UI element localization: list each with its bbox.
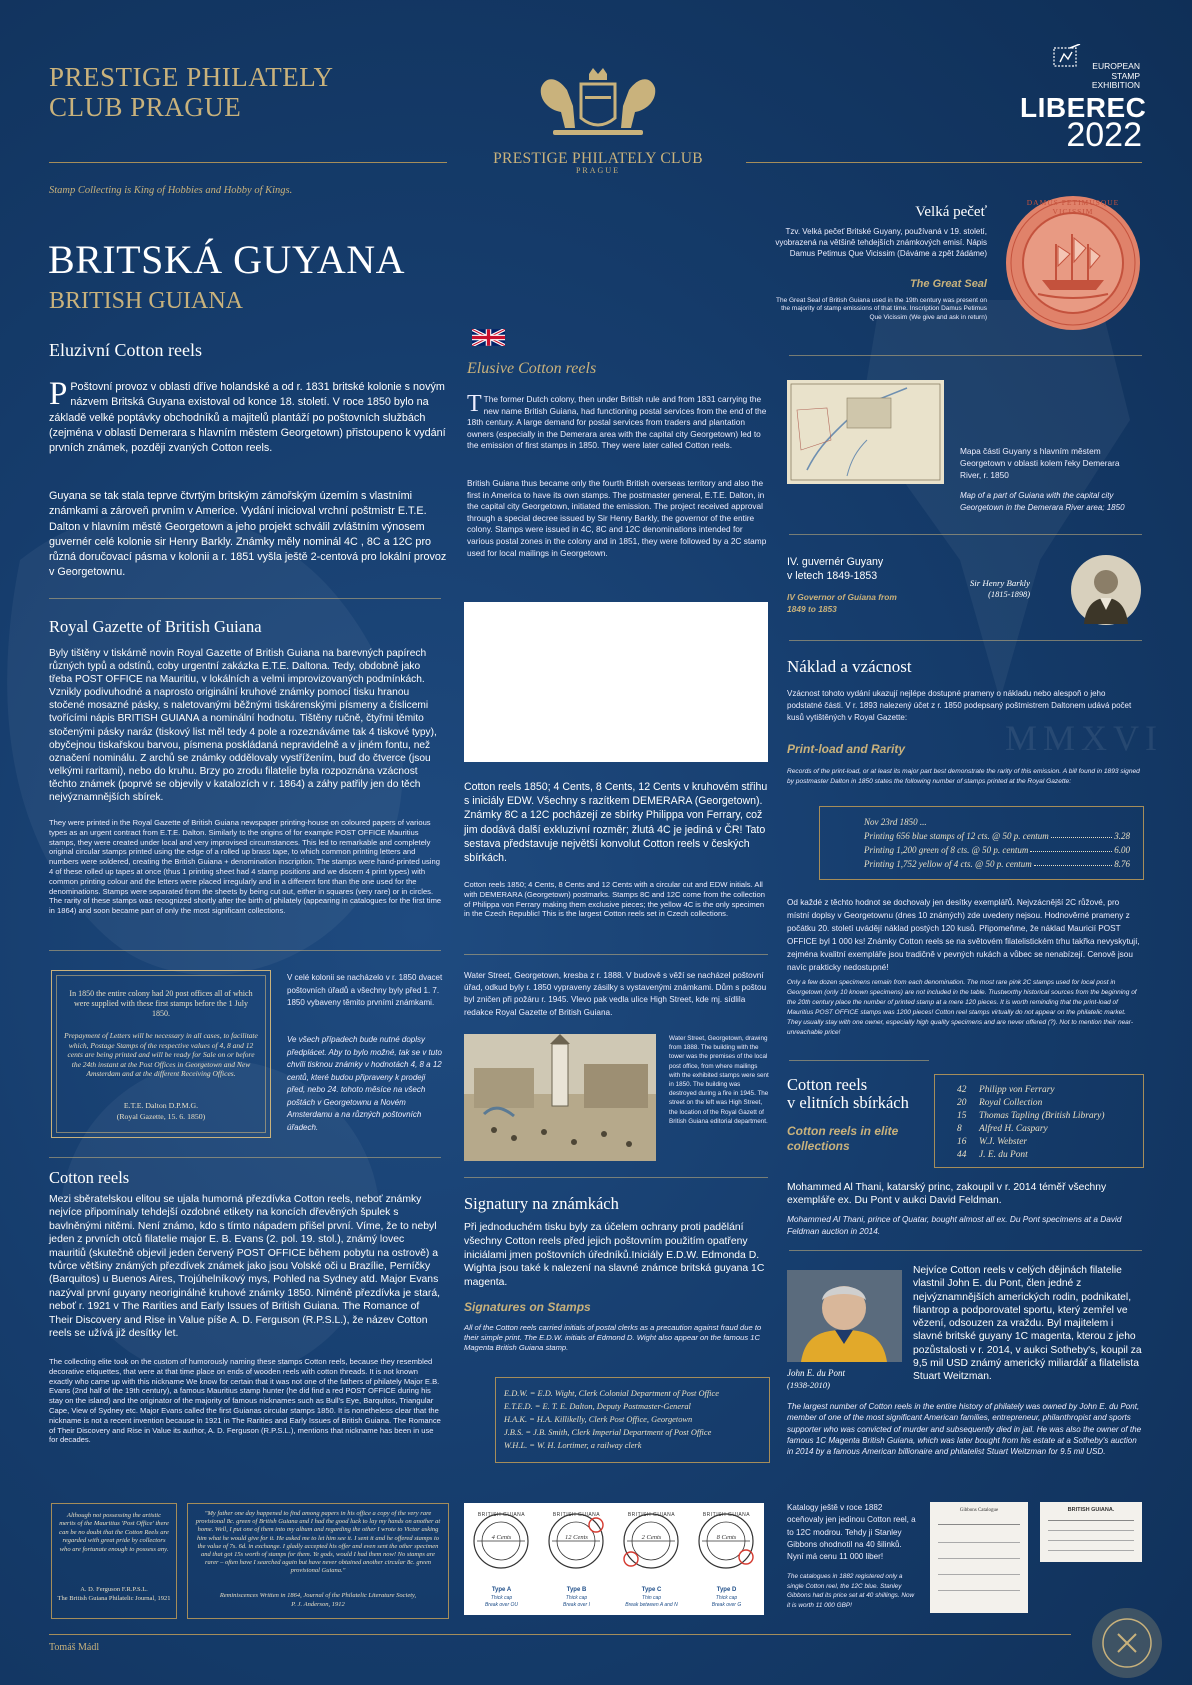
governor-years: (1815-1898)	[988, 590, 1030, 599]
header-divider-right	[746, 162, 1142, 163]
elite-count: 42	[957, 1085, 967, 1095]
print-type-d-note: Thick cap	[715, 1595, 738, 1601]
print-type-b-value: 12 Cents	[565, 1534, 588, 1541]
street-caption-en: Water Street, Georgetown, drawing from 1888. The building with the tower was the premises of the local post office, from where mailings with the exhibited stamps were sent in 1850. The building was destroyed during a fire in 1945. The street on the left was High Street, the location of the Royal Gazett of British Guiana editorial department.	[669, 1035, 769, 1125]
quote-1-source-1: A. D. Ferguson F.R.P.S.L.	[80, 1586, 148, 1593]
elite-count: 8	[957, 1124, 962, 1134]
notice-cz-2: Ve všech případech bude nutné doplsy předplácet. Aby to bylo možné, tak se v tuto chvíli tisknou známky v hodnotách 4, 8 a 12 centů, které budou připraveny k prodeji před, nebo 24. tohoto měsíce na všech poštách v Georgetownu a Novém Amsterdamu a na různých poštovních úřadech.	[287, 1035, 442, 1132]
section-heading-print-load: Náklad a vzácnost	[787, 657, 912, 676]
expo-line-1: EUROPEAN	[1092, 61, 1140, 71]
print-load-en-heading: Print-load and Rarity	[787, 742, 906, 756]
ledger-row-dots	[1034, 859, 1112, 866]
thani-en: Mohammed Al Thani, prince of Quatar, bought almost all ex. Du Pont specimens at a David Feldman auction in 2014.	[787, 1214, 1122, 1236]
signature-item: E.T.E.D. = E. T. E. Dalton, Deputy Postmaster-General	[504, 1402, 691, 1411]
section-elusive-cz-p1	[49, 376, 447, 456]
quote-box-1	[51, 1503, 177, 1619]
section-heading-signatures: Signatury na známkách	[464, 1194, 619, 1213]
catalog-image-1	[930, 1502, 1028, 1613]
ledger-date: Nov 23rd 1850 ...	[864, 817, 927, 827]
signature-item: E.D.W. = E.D. Wight, Clerk Colonial Department of Post Office	[504, 1389, 719, 1398]
section-cotton-reels-cz: Mezi sběratelskou elitou se ujala humorná přezdívka Cotton reels, neboť známky nejvíce připomínaly tehdejší ozdobné etikety na koncích dřevěných špulek s bavlněnými nitěmi. Není známo, kdo s tímto nápadem přišel první. Víme, že to nebyl jeden z prvních otců filatelie major E. B. Evans (2. pol. 19. stol.), známý lovec mauritiů (skutečně objevil jeden červený POST OFFICE během pobytu na ostrově) a tvůrce většiny známých přezdívek známek jako jsou Volské oči u Brazílie, Perníčky (Barquitos) u Buenos Aires, Trojúhelníkový mys, Pohled na Sydney atd. Major Evans nazýval první guyany neoriginálně kruhové známky 1850. Niméně přezdívka je stará, neboť r. 1921 v The Rarities and Early Issues of British Guiana. The Romance of Their Discovery and Rise in Value píše A. D. Ferguson (R.P.S.L.), že název Cotton reels se užívá již desítky let.	[49, 1194, 441, 1340]
print-type-a-value: 4 Cents	[491, 1534, 512, 1541]
print-type-c-stamp	[621, 1511, 681, 1571]
divider-col2-2	[464, 1177, 768, 1178]
notice-box	[51, 970, 271, 1138]
drop-cap-t: T	[467, 391, 482, 417]
club-name-line-1: PRESTIGE PHILATELY	[49, 62, 334, 92]
print-type-d-ring: BRITISH GUIANA	[702, 1512, 751, 1518]
section-cotton-reels-en: The collecting elite took on the custom of humorously naming these stamps Cotton reels, because they resembled decorative etiquettes, that were at that time place on ends of wooden reels with cotton threads. It is not known exactly who came up with this nickname We know for certain that it was not one of the fathers of philately Major E.B. Evans (2nd half of the 19th century), a famous Mauritius stamp hunter (he did find a red POST OFFICE during his stay on the island) and the originator of the majority of famous nicknames such as Bull's Eye, Barquitos, Triangular Cape, View of Sydney etc. Major Evans called the first Guianas circular stamps 1850. It is nonetheless clear that the nickname is not a recent invention because in 1921 in The Rarities and Early Issues of British Guiana. The Romance of Their Discovery and Rise in Value its author, A. D. Ferguson (R.P.S.L.), mentions that nickname has been in use for decades.	[49, 1357, 441, 1445]
dupont-name: John E. du Pont	[787, 1368, 845, 1378]
catalog-image-2	[1040, 1502, 1142, 1562]
print-type-b	[539, 1503, 614, 1615]
dupont-en: The largest number of Cotton reels in the entire history of philately was owned by John E. du Pont, member of one of the most significant American families, entrepreneur, philanthropist and sports supporter who was convicted of murder and subsequently died in jail. He was also the owner of the famous 1C Magenta British Guiana, which was later bought from his estate at a Sotheby's auction in 2014 by a famous American billionaire and philatelist Stuart Weitzman for 9.5 mil USD.	[787, 1402, 1142, 1457]
elite-name: W.J. Webster	[979, 1137, 1027, 1147]
divider-col3-4	[789, 1250, 1142, 1251]
club-name-left	[49, 62, 334, 122]
section-elusive-cz-p1-text: Poštovní provoz v oblasti dříve holandské a od r. 1831 britské kolonie s novým názvem Britská Guyana existoval od konce 18. století. V roce 1850 bylo na základě velké poptávky obchodníků a majitelů plantáží po poštovních službách (zejména v oblasti Demerara s hlavním městem Georgetown) přistoupeno k vydání prvních známek, později zvaných Cotton reels.	[49, 381, 446, 455]
dupont-cz: Nejvíce Cotton reels v celých dějinách filatelie vlastnil John E. du Pont, člen jedné z nejvýznamnějších amerických rodin, podnikatel, filantrop a podporovatel sportu, který zemřel ve vězení, odsouzen za vraždu. Byl majitelem i slavné britské guyany 1C magenta, kterou z jeho pozůstalosti v r. 2014, v aukci Sotheby's, koupil za 9,5 mil USD známý americký miliardář a filatelista Stuart Weitzman.	[913, 1265, 1142, 1383]
section-heading-elusive-en: Elusive Cotton reels	[467, 360, 597, 377]
motto: Stamp Collecting is King of Hobbies and Hobby of Kings.	[49, 185, 293, 196]
seal-heading-en: The Great Seal	[909, 278, 987, 290]
expo-city: LIBEREC	[1020, 92, 1147, 123]
print-type-c-label: Type C	[641, 1587, 662, 1593]
ledger-row-amount: 3.28	[1114, 831, 1130, 841]
governor-en-2: 1849 to 1853	[787, 604, 837, 614]
notice-text-2: Prepayment of Letters will be necessary in all cases, to facilitate which, Postage Stamps of the respective values of 4, 8 and 12 cents are being printed and will be ready for Sale on or before the 24th instant at the Post Offices in Georgetown and New Amsterdam and at the different Receiving Offices.	[64, 1031, 258, 1078]
expo-line-3: EXHIBITION	[1091, 80, 1140, 90]
print-type-d-value: 8 Cents	[716, 1534, 737, 1541]
club-crest-logo	[505, 66, 691, 162]
divider-col2-1	[464, 954, 768, 955]
print-type-d	[689, 1503, 764, 1615]
catalog-en: The catalogues in 1882 registered only a single Cotton reel, the 12C blue. Stanley Gibbons had its price set at 40 shillings. Now it is worth 11 000 GBP!	[787, 1573, 915, 1609]
divider-col1-1	[49, 598, 441, 599]
elite-heading-cz-2: v elitních sbírkách	[787, 1093, 909, 1112]
elite-row	[957, 1111, 1104, 1121]
print-type-c	[614, 1503, 689, 1615]
print-load-cz: Vzácnost tohoto vydání ukazují nejlépe dostupné prameny o nákladu nebo alespoň o jeho podstatné části. V r. 1893 nalezený účet z r. 1850 podepsaný poštmistrem Daltonem udává počet kusů vytištěných v Royal Gazette:	[787, 689, 1132, 722]
divider-col3-3	[789, 1060, 929, 1061]
elite-row	[957, 1137, 1027, 1147]
seal-text-cz: Tzv. Velká pečeť Britské Guyany, používaná v 19. století, vyobrazená na většině tehdejších známkových emisí. Nápis Damus Petimus Que Vicissim (Dáváme a zpět žádáme)	[775, 227, 987, 258]
seal-divider	[789, 355, 1142, 356]
expo-logo	[1040, 62, 1140, 91]
signature-item: H.A.K. = H.A. Killikelly, Clerk Post Office, Georgetown	[504, 1415, 693, 1424]
footer-divider	[49, 1634, 1071, 1635]
elite-count: 44	[957, 1150, 967, 1160]
expo-line-2: STAMP	[1111, 70, 1140, 81]
governor-cz-1: IV. guvernér Guyany	[787, 556, 884, 568]
print-type-a-stamp	[471, 1511, 531, 1571]
section-gazette-en: They were printed in the Royal Gazette of British Guiana newspaper printing-house on coloured papers of various types as an urgent contract from E.T.E. Dalton. Similarly to the origins of for example POST OFFICE Mauritius stamps, they were created under local and very improvised circumstances. This led to remarkable and completely original circular stamps printed using the edge of a rolled up brass tape, to which common printing letters and numbers were soldered, creating the British Guiana + denomination inscription. The stamps were hand-printed using 4 of these rolled up tapes at once (thus 1 printing sheet had 4 stamp positions and we discern 4 print types) with common printing colour and the letters were placed irregularly and in a different font than the one used for the denominations. Stamps were separated from the sheets by being cut out, either in squares (very rare) or in circles. The rarity of these stamps was recognized shortly after the birth of philately (appearing in catalogues for the first time in 1864) and soon became part of only the most significant collections.	[49, 818, 442, 916]
ledger-row	[864, 859, 1130, 869]
club-name-center: PRESTIGE PHILATELY CLUB	[493, 150, 703, 167]
map-caption-cz: Mapa části Guyany s hlavním městem Georgetown v oblasti kolem řeky Demerara River, r. 1850	[960, 446, 1120, 480]
club-emblem-icon	[1090, 1606, 1164, 1680]
elite-row	[957, 1150, 1028, 1160]
section-elusive-en-p2: British Guiana thus became only the fourth British overseas territory and also the first in America to have its own stamps. The postmaster general, E.T.E. Dalton, in the capital city Georgetown, initiated the emission. The project received approval through a special decree issued by Sir Henry Barkly, the governor of the entire colony. Stamps were issued in 4C, 8C and 12C denominations intended for various postal zones in the colony and in 1851, they were followed by a 2C stamp used for local mailings in Georgetown.	[467, 478, 767, 558]
print-type-a-label: Type A	[491, 1587, 512, 1593]
governor-en-1: IV Governor of Guiana from	[787, 592, 897, 602]
elite-name: Thomas Tapling (British Library)	[979, 1111, 1105, 1121]
svg-text:MMXVI: MMXVI	[1005, 718, 1164, 758]
club-prague-center: PRAGUE	[575, 166, 620, 175]
print-load-en: Records of the print-load, or at least its major part best demonstrate the rarity of this emission. A bill found in 1893 signed by postmaster Dalton in 1850 states the following number of stamps printed at the Royal Gazette:	[787, 768, 1140, 785]
ledger-row	[864, 831, 1130, 841]
street-caption-cz: Water Street, Georgetown, kresba z r. 1888. V budově s věží se nacházel poštovní úřad, odkud byly r. 1850 vypraveny zásilky s vystavenými známkami. Dům s poštou byl zničen při požáru r. 1945. Vlevo pak vedla ulice High Street, kde mj. sídlila redakce Royal Gazette of British Guiana.	[464, 971, 767, 1017]
quote-2-source-1: Reminiscences Written in 1864, Journal of the Philatelic Literature Society,	[219, 1592, 417, 1599]
print-type-d-stamp	[696, 1511, 756, 1571]
print-type-b-note: Thick cap	[565, 1595, 588, 1601]
dupont-portrait	[787, 1270, 902, 1362]
signature-item: J.B.S. = J.B. Smith, Clerk Imperial Department of Post Office	[504, 1428, 712, 1437]
stamps-image-placeholder	[464, 602, 768, 762]
elite-heading-cz-1: Cotton reels	[787, 1075, 868, 1094]
elite-count: 15	[957, 1111, 967, 1121]
notice-cz-1: V celé kolonii se nacházelo v r. 1850 dvacet poštovních úřadů a všechny byly před 1. 7. 1850 vybaveny těmito prvními známkami.	[287, 973, 443, 1007]
quote-2-source-2: P. J. Anderson, 1912	[291, 1601, 345, 1608]
title-en: BRITISH GUIANA	[49, 288, 243, 314]
catalog-image-2-title: BRITISH GUIANA.	[1067, 1507, 1115, 1513]
elite-name: Philipp von Ferrary	[979, 1085, 1055, 1095]
elite-collections-box	[934, 1074, 1144, 1168]
water-street-drawing	[464, 1034, 656, 1161]
print-type-b-ring: BRITISH GUIANA	[552, 1512, 601, 1518]
divider-col3-2	[789, 640, 1142, 641]
print-ledger-box	[819, 806, 1144, 880]
section-signatures-en-heading: Signatures on Stamps	[464, 1300, 591, 1314]
seal-text-en: The Great Seal of British Guiana used in the 19th century was present on the majority of stamp emissions of that time. Inscription Damus Petimus Que Vicissim (We give and ask in return)	[776, 297, 988, 321]
expo-year: 2022	[1066, 116, 1142, 154]
ledger-row-text: Printing 656 blue stamps of 12 cts. @ 50 p. centum	[864, 831, 1049, 841]
stamps-caption-cz: Cotton reels 1850; 4 Cents, 8 Cents, 12 Cents v kruhovém střihu s iniciály EDW. Všechny s razítkem DEMERARA (Georgetown). Známky 8C a 12C pocházejí ze sbírky Philippa von Ferrary, což jim dodává další exkluzivní rozměr; žlutá 4C je jediná v ČR! Tato sestava představuje největší konvolut Cotton reels v českých sbírkách.	[464, 781, 768, 865]
elite-count: 20	[957, 1098, 967, 1108]
ledger-row-text: Printing 1,752 yellow of 4 cts. @ 50 p. centum	[864, 859, 1032, 869]
signatures-list-box	[495, 1377, 770, 1463]
dupont-years: (1938-2010)	[787, 1380, 830, 1390]
rarity-en: Only a few dozen specimens remain from each denomination. The most rare pink 2C stamps used for local post in Georgetown (only 10 known specimens) are not included in the table. Trustworthy historical sources from the beginning of the 20th century place the number of printed stamp at a mere 120 pieces. It is worth reminding that the print-load of Mauritius POST OFFICE stamps was 1200 pieces! Cotton reel stamps virtually do not appear on the philatelic market. They usually stay with one owner, especially high quality specimens and are never offered (?). Not to mention their near-unreachable price!	[787, 979, 1137, 1036]
elite-heading-en: Cotton reels in elite collections	[787, 1124, 899, 1153]
quote-1-text: Although not possessing the artistic merits of the Mauritius 'Post Office' there can be no doubt that the Cotton Reels are regarded with great pride by collectors who are fortunate enough to possess any.	[59, 1512, 169, 1553]
divider-col1-3	[49, 1157, 441, 1158]
section-elusive-cz-p2: Guyana se tak stala teprve čtvrtým britským zámořským územím s vlastními známkami a zároveň prvním v Americe. Vydání inicioval vrchní poštmistr E.T.E. Dalton v hlavním městě Georgetown a jeho projekt schválil zvláštním výnosem guvernér celé kolonie sir Henry Barkly. Známky měly nominál 4C , 8C a 12C pro různá doručovací pásma v kolonii a r. 1851 vyšla ještě 2-centová pro lokální provoz v Georgetownu.	[49, 490, 447, 579]
print-type-a-note2: Break over OU	[484, 1602, 519, 1608]
thani-cz: Mohammed Al Thani, katarský princ, zakoupil v r. 2014 téměř všechny exempláře ex. Du Pont v aukci David Feldman.	[787, 1182, 1107, 1207]
divider-col1-2	[49, 950, 441, 951]
drop-cap-p: P	[49, 376, 68, 412]
quote-2-text: "My father one day happened to find among papers in his office a copy of the very rare provisional 8c. green of British Guiana and I had the good luck to lay my hands on another at home. Well, I put one of them into my album and regarding the other I wrote to Victor asking him what he would give for it. He asked me to let him see it. I sent it and he offered stamps to the value of 7s. 6d. in exchange. I gladly accepted his offer and even sent the other specimen and that got 15s worth of stamps for them. Ye gods, would I had them now! No stamps are rarer – often have I searched again but have never obtained another circular 8c. green provisional Guiana."	[195, 1510, 441, 1575]
seal-ring-text: DAMUS PETIMUSQUE VICISSIM	[1026, 198, 1120, 216]
author: Tomáš Mádl	[49, 1642, 100, 1653]
title-cz: BRITSKÁ GUYANA	[48, 237, 406, 282]
ledger-row-amount: 8.76	[1114, 859, 1130, 869]
ledger-row-dots	[1030, 845, 1112, 852]
elite-row	[957, 1098, 1042, 1108]
print-type-a-ring: BRITISH GUIANA	[477, 1512, 526, 1518]
print-type-c-ring: BRITISH GUIANA	[627, 1512, 676, 1518]
header-divider-left	[49, 162, 447, 163]
section-elusive-en-p1	[467, 391, 769, 452]
elite-name: Alfred H. Caspary	[979, 1124, 1048, 1134]
section-heading-elusive-cz: Eluzivní Cotton reels	[49, 340, 202, 360]
uk-flag-icon	[472, 329, 505, 346]
map-caption-en: Map of a part of Guiana with the capital city Georgetown in the Demerara River area; 1850	[960, 491, 1125, 512]
elite-count: 16	[957, 1137, 967, 1147]
elite-name: J. E. du Pont	[979, 1150, 1028, 1160]
catalog-cz: Katalogy ještě v roce 1882 oceňovaly jen jedinou Cotton reel, a to 12C modrou. Tehdy ji Stanley Gibbons ohodnotil na 40 šilinků. Nyní má cenu 11 000 liber!	[787, 1503, 916, 1562]
print-type-c-value: 2 Cents	[641, 1534, 662, 1541]
notice-signature: E.T.E. Dalton D.P.M.G.	[123, 1101, 199, 1110]
print-type-c-note2: Break between A and N	[625, 1602, 678, 1608]
ledger-row-text: Printing 1,200 green of 8 cts. @ 50 p. centum	[864, 845, 1029, 855]
elite-row	[957, 1124, 1048, 1134]
governor-name: Sir Henry Barkly	[969, 578, 1030, 588]
ledger-row-dots	[1051, 831, 1112, 838]
rarity-cz: Od každé z těchto hodnot se dochovaly jen desítky exemplářů. Nejvzácnější 2C růžové, pro místní doplsy v Georgetownu (dnes 10 známých) zde uvedeny nejsou. Hodnověrné prameny z počátku 20. století uvádějí náklad postých 120 kusů. Připomeňme, že náklad Mauricií POST OFFICE byl 1 000 ks! Známky Cotton reels se na světovém filatelistickém trhu takřka nevyskytují, zejména kvalitní exempláře jsou tradičně v pevných rukách a vůbec se nenabízejí. Cenově jsou navíc prakticky nedostupné!	[787, 898, 1140, 972]
ledger-row	[864, 845, 1130, 855]
print-type-a-note: Thick cap	[490, 1595, 513, 1601]
section-heading-gazette: Royal Gazette of British Guiana	[49, 617, 262, 636]
catalog-image-1-title: Gibbons Catalogue	[959, 1508, 999, 1513]
print-type-a	[464, 1503, 539, 1615]
elite-row	[957, 1085, 1055, 1095]
section-gazette-cz: Byly tištěny v tiskárně novin Royal Gazette of British Guiana na barevných papírech různých typů a odstínů, coby urgentní zakázka E.T.E. Daltona. Tedy, obdobně jako třeba POST OFFICE na Mauritiu, v lokálních a velmi improvizovaných podmínkách. Vznikly podivuhodné a naprosto originální kruhové známky pomocí tisku hranou stočené mosazné pásky, s naletovanými běžnými tiskárenskými písmeny a číslicemi tvořícími nápis BRITISH GUIANA a nominální hodnotu. Tištěny ručně, čtyřmi těmito stočenými pásky naráz (tiskový list měl tedy 4 pole a rozeznáváme tak 4 tiskové typy), obyčejnou tiskařskou barvou, písmena poskládaná nepravidelně a v jiném fontu, než označení nominálu. Z archů se známky oddělovaly vystřížením, buď do čtverce (jsou velkými raritami), nebo do kruhu. Brzy po zrodu filatelie byla rozpoznána vzácnost těchto známek (poprvé se objevily v katalozích v r. 1864) a záhy patřily jen do těch nejvýznamnějších sbírek.	[49, 648, 437, 804]
notice-text-1: In 1850 the entire colony had 20 post offices all of which were supplied with these first stamps before the 1 July 1850.	[69, 989, 253, 1018]
divider-col3-1	[789, 534, 1142, 535]
section-signatures-cz: Při jednoduchém tisku byly za účelem ochrany proti padělání všechny Cotton reels před jejich poštovním použitím opatřeny iniciálami jmen poštovních úředníků.Iniciály E.D.W. Edmonda D. Wighta jsou také k nalezení na slavné známce britská guyana 1C magenta.	[464, 1222, 765, 1289]
print-type-d-label: Type D	[716, 1587, 737, 1593]
signature-item: W.H.L. = W. H. Lortimer, a railway clerk	[504, 1441, 642, 1450]
section-heading-cotton-reels: Cotton reels	[49, 1168, 130, 1187]
governor-cz-2: v letech 1849-1853	[787, 570, 878, 582]
print-type-c-note: Thin cap	[641, 1595, 662, 1601]
print-type-d-note2: Break over G	[711, 1602, 742, 1608]
section-elusive-en-p1-text: The former Dutch colony, then under British rule and from 1831 carrying the new name British Guiana, had functioning postal services from the end of the 18th century. A large demand for postal services from traders and plantation owners (especially in the Demerara area with the capital city Georgetown) led to the emission of first stamps in 1850. They were later called Cotton reels.	[467, 394, 767, 451]
club-name-line-2: CLUB PRAGUE	[49, 92, 242, 122]
elite-name: Royal Collection	[979, 1098, 1043, 1108]
governor-portrait	[1070, 554, 1142, 626]
quote-1-source-2: The British Guiana Philatelic Journal, 1921	[57, 1595, 171, 1602]
guiana-map-image	[787, 380, 944, 484]
seal-heading: Velká pečeť	[915, 204, 987, 220]
stamps-caption-en: Cotton reels 1850; 4 Cents, 8 Cents and 12 Cents with a circular cut and EDW initials. All with DEMERARA (Georgetown) postmarks. Stamps 8C and 12C come from the collection of Philippa von Ferrary making them exclusive pieces; the yellow 4C is the only specimen in the Czech Republic! This is the largest Cotton reels set in Czech collections.	[464, 880, 765, 919]
quote-box-2	[187, 1503, 449, 1619]
notice-source: (Royal Gazette, 15. 6. 1850)	[116, 1112, 206, 1121]
section-signatures-en: All of the Cotton reels carried initials of postal clerks as a precaution against fraud due to their simple print. The E.D.W. initials of Edmond D. Wight also appear on the famous 1C Magenta British Guiana stamp.	[464, 1323, 762, 1352]
print-type-b-note2: Break over I	[563, 1602, 590, 1608]
ledger-row-amount: 6.00	[1114, 845, 1130, 855]
print-type-b-stamp	[546, 1511, 606, 1571]
print-type-b-label: Type B	[566, 1587, 587, 1593]
